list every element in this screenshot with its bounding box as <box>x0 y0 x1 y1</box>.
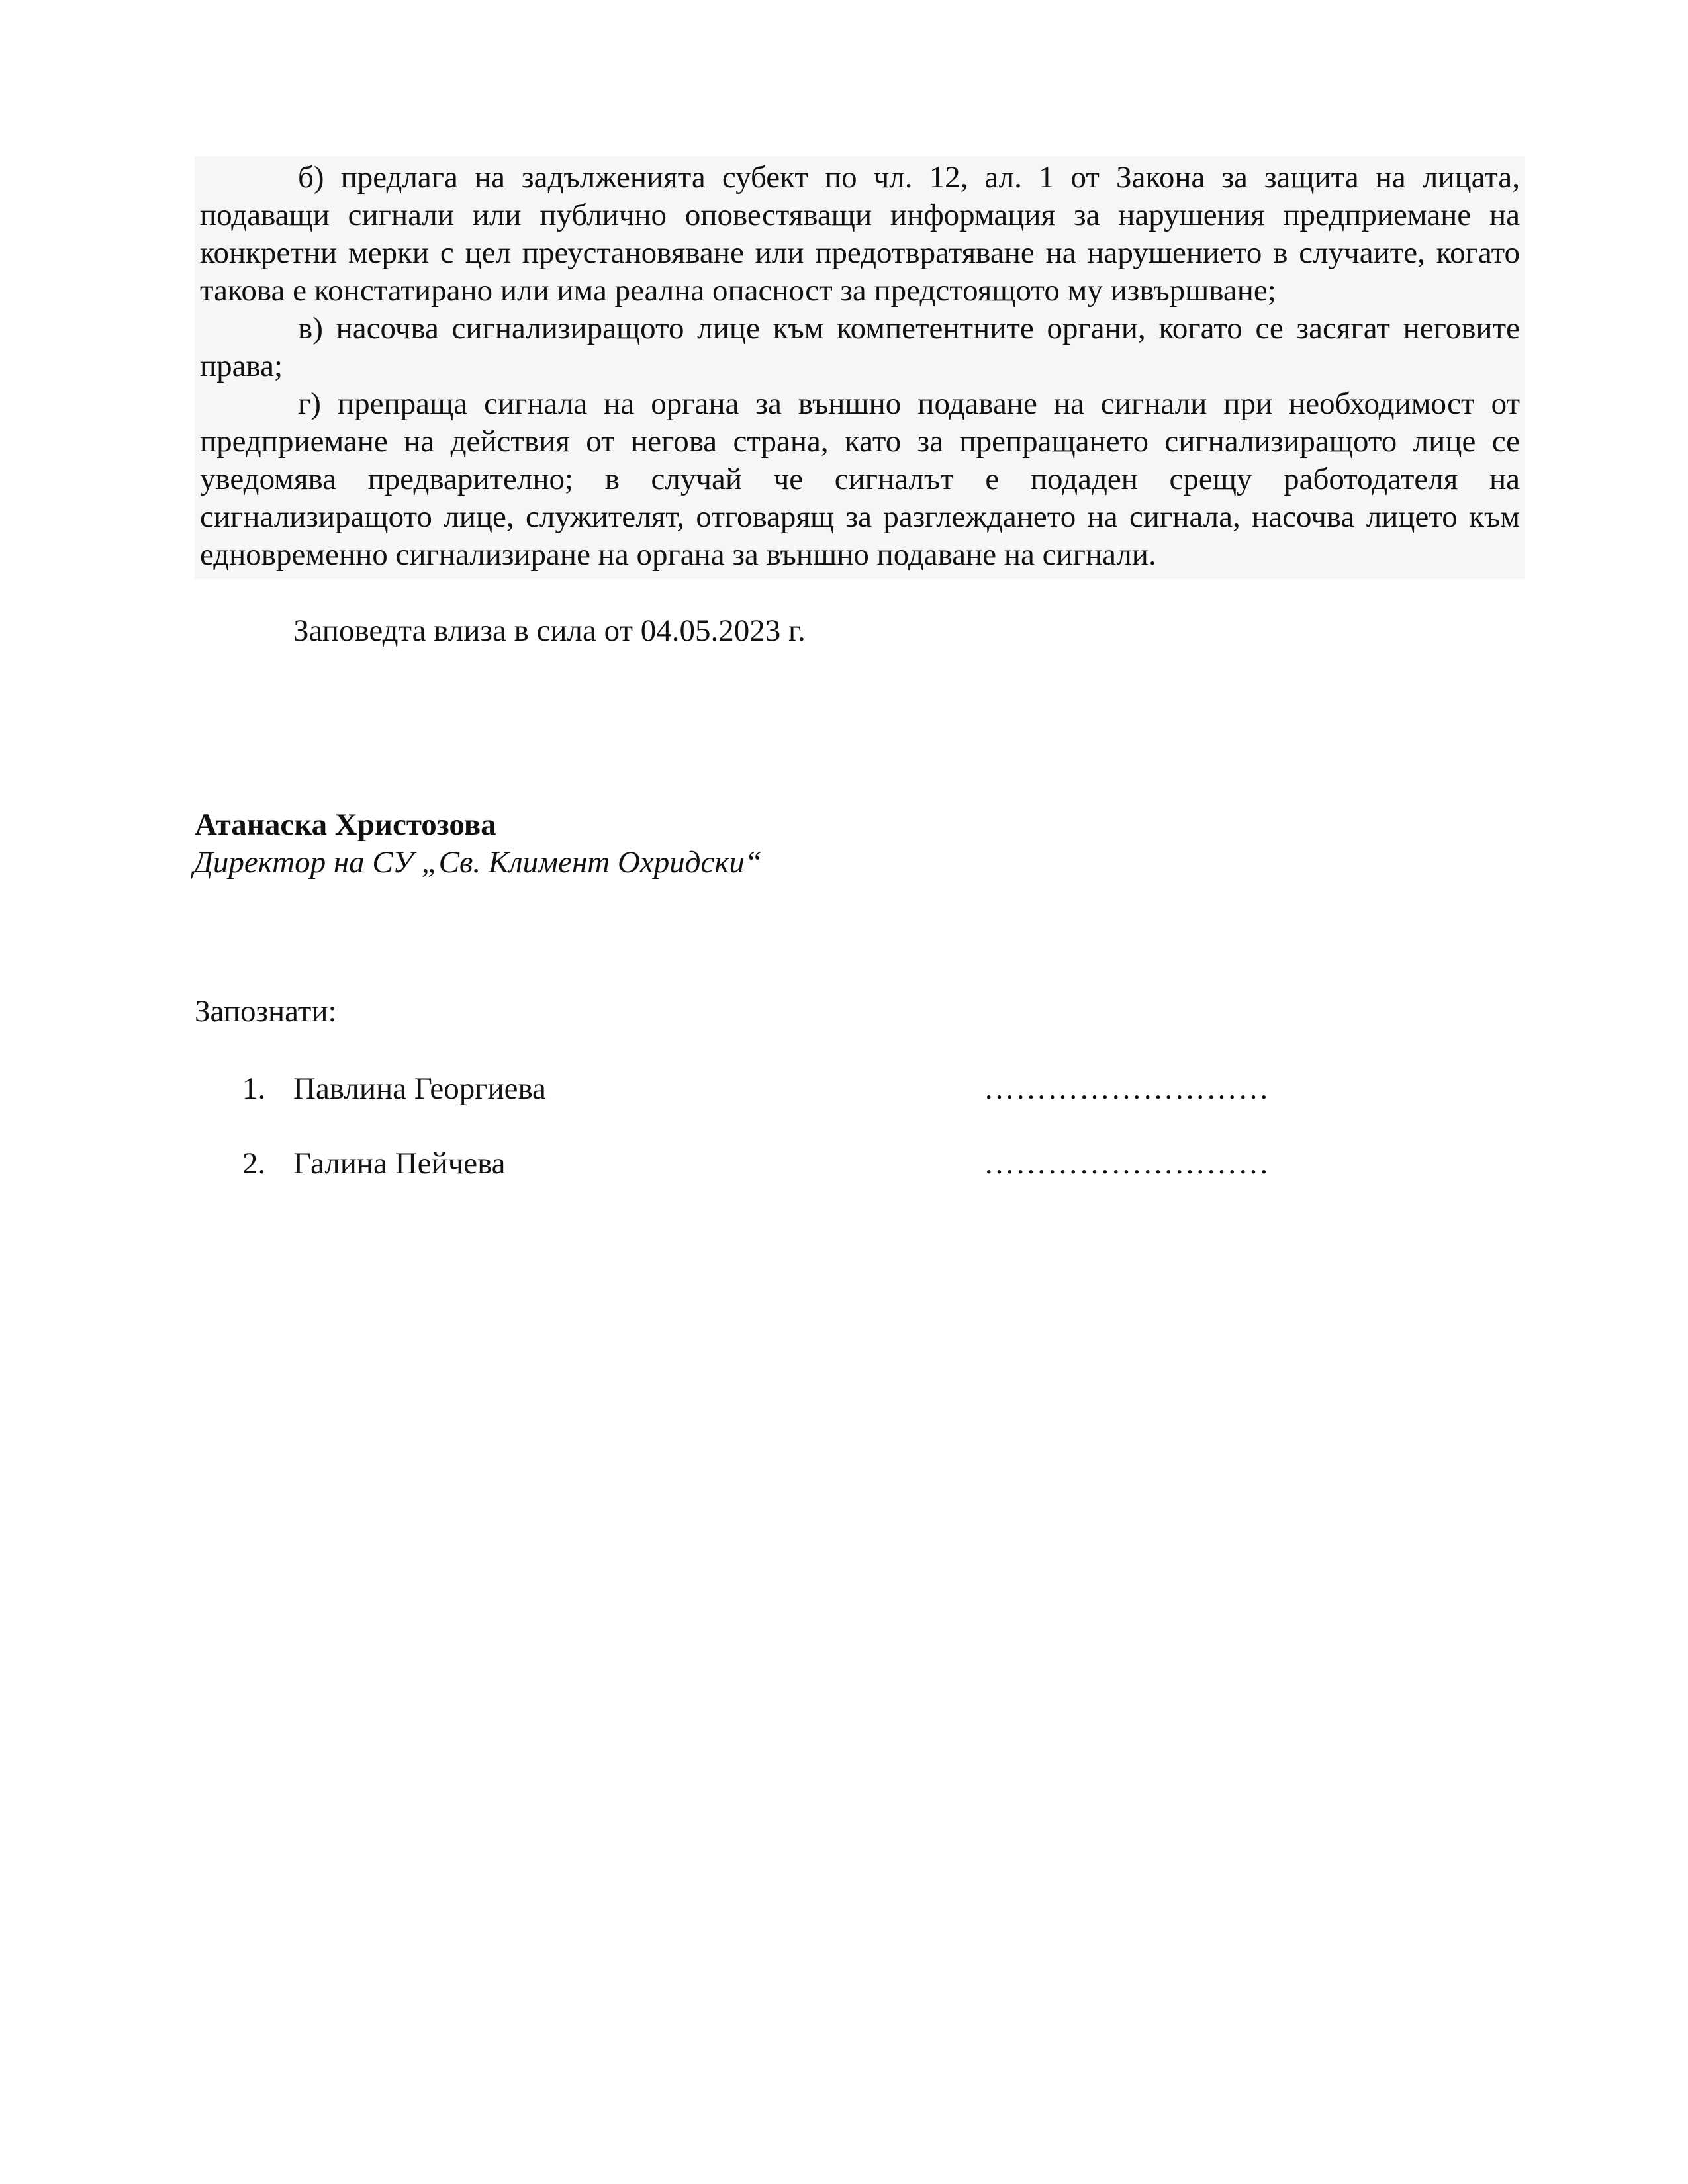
entry-number: 1. <box>242 1071 266 1106</box>
entry-name: Павлина Георгиева <box>293 1071 546 1106</box>
signer-title: Директор на СУ „Св. Климент Охридски“ <box>193 845 763 880</box>
signer-name: Атанаска Христозова <box>195 807 496 842</box>
effective-date-text: Заповедта влиза в сила от 04.05.2023 г. <box>293 614 806 648</box>
acknowledged-entry <box>242 1070 1288 1108</box>
entry-name: Галина Пейчева <box>293 1146 506 1181</box>
acknowledged-heading: Запознати: <box>195 994 337 1028</box>
clause-v: в) насочва сигнализиращото лице към компетентните органи, когато се засягат неговите права; <box>200 311 1520 383</box>
signature-line: ……………………… <box>984 1071 1270 1106</box>
entry-number: 2. <box>242 1146 266 1181</box>
signature-line: ……………………… <box>984 1146 1270 1181</box>
clause-g: г) препраща сигнала на органа за външно подаване на сигнали при необходимост от предприемане на действия от негова страна, като за препращането сигнализиращото лице се уведомява предварително; в случай че сигналът е подаден срещу работодателя на сигнализиращото лице, служителят, отговарящ за разглеждането на сигнала, насочва лицето към едновременно сигнализиране на органа за външно подаване на сигнали. <box>200 387 1520 572</box>
clause-b: б) предлага на задълженията субект по чл. 12, ал. 1 от Закона за защита на лицата, подаващи сигнали или публично оповестяващи информация за нарушения предприемане на конкретни мерки с цел преустановяване или предотвратяване на нарушението в случаите, когато такова е констатирано или има реална опасност за предстоящото му извършване; <box>200 160 1520 308</box>
acknowledged-entry <box>242 1145 1288 1183</box>
clauses-block <box>195 156 1525 579</box>
